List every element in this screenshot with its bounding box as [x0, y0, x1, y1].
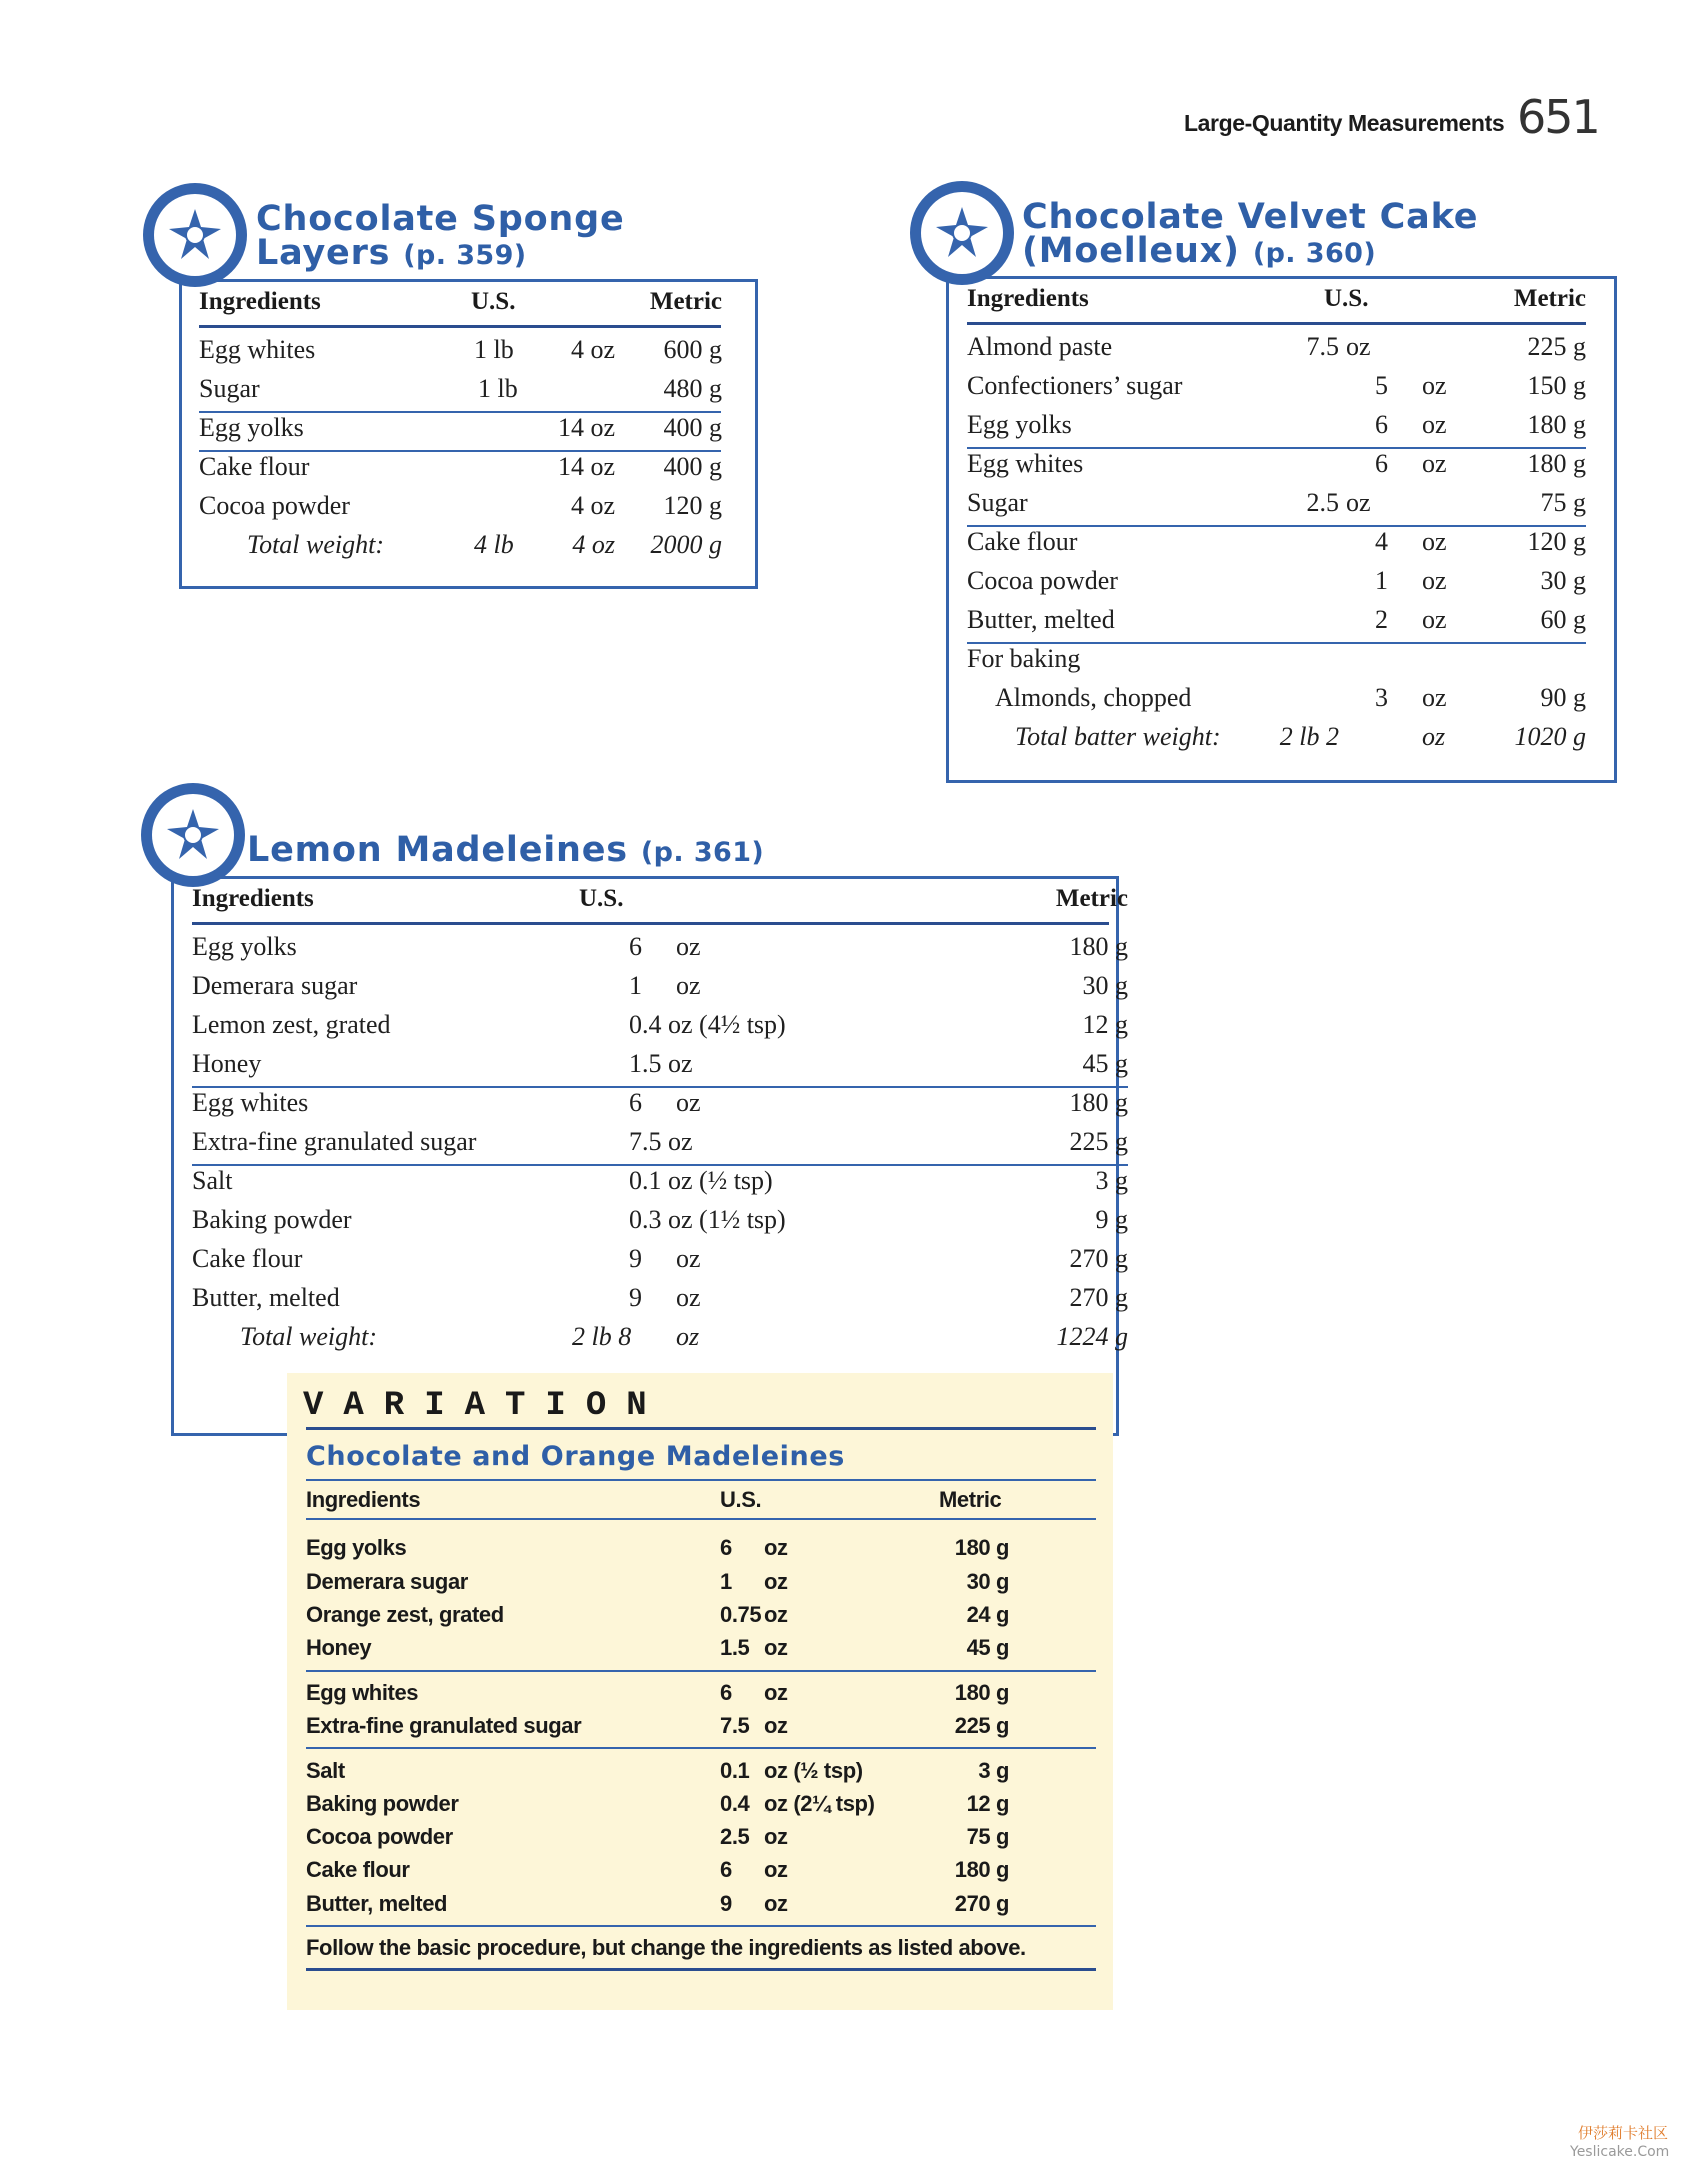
madeleines-row-name: Egg yolks: [192, 932, 297, 961]
madeleines-row-qty: 0.3 oz (1½ tsp): [629, 1205, 786, 1234]
madeleines-total-metric: 1224 g: [1056, 1322, 1128, 1351]
velvet-row-metric: 60 g: [1540, 605, 1586, 634]
variation-row-unit: oz: [764, 1824, 788, 1849]
velvet-page-ref: (p. 360): [1252, 238, 1377, 269]
sponge-row-us: 1 lb: [474, 335, 514, 364]
madeleines-title-text: Lemon Madeleines: [247, 830, 628, 870]
velvet-row-qty: 4: [1375, 527, 1388, 556]
velvet-row-metric: 75 g: [1540, 488, 1586, 517]
variation-row-metric: 180 g: [954, 1680, 1009, 1705]
madeleines-row-unit: oz: [676, 1088, 701, 1117]
velvet-header-us: U.S.: [1324, 285, 1369, 312]
madeleines-row-metric: 225 g: [1069, 1127, 1128, 1156]
velvet-row-unit: oz: [1346, 488, 1371, 517]
variation-row-unit: oz: [764, 1857, 788, 1882]
madeleines-row-name: Demerara sugar: [192, 971, 358, 1000]
variation-header-ingredients: Ingredients: [306, 1487, 421, 1512]
madeleines-row-unit: oz: [676, 1283, 701, 1312]
velvet-row-metric: 90 g: [1540, 683, 1586, 712]
madeleines-row-metric: 180 g: [1069, 1088, 1128, 1117]
velvet-row-metric: 225 g: [1527, 332, 1586, 361]
variation-row-metric: 270 g: [954, 1891, 1009, 1916]
sponge-total-us: 4 lb: [474, 530, 514, 559]
velvet-header-rule: [967, 322, 1586, 325]
velvet-row-metric: 180 g: [1527, 410, 1586, 439]
velvet-total-qty: 2 lb 2: [1279, 722, 1339, 751]
variation-row-metric: 45 g: [966, 1635, 1009, 1660]
variation-row-name: Salt: [306, 1758, 345, 1783]
sponge-table: [179, 279, 758, 589]
variation-row-metric: 24 g: [966, 1602, 1009, 1627]
velvet-title: [1022, 197, 1479, 271]
velvet-row-unit: oz: [1346, 332, 1371, 361]
variation-note: Follow the basic procedure, but change the ingredients as listed above.: [306, 1935, 1026, 1960]
madeleines-row-metric: 270 g: [1069, 1244, 1128, 1273]
sponge-title: [256, 199, 625, 273]
variation-row-unit: oz: [764, 1569, 788, 1594]
school-seal-icon: [143, 183, 247, 287]
madeleines-row-qty: 9: [629, 1283, 642, 1312]
madeleines-row-metric: 45 g: [1082, 1049, 1128, 1078]
velvet-row-unit: oz: [1422, 410, 1447, 439]
variation-row-qty: 6: [720, 1680, 732, 1705]
velvet-row-name: Almonds, chopped: [995, 683, 1192, 712]
variation-bottom-rule: [306, 1968, 1096, 1971]
variation-row-name: Butter, melted: [306, 1891, 448, 1916]
running-head-title: Large-Quantity Measurements: [1184, 110, 1505, 136]
madeleines-row-metric: 30 g: [1082, 971, 1128, 1000]
variation-group-rule: [306, 1747, 1096, 1749]
sponge-row-us: 4 oz: [570, 335, 615, 364]
madeleines-header-ingredients: Ingredients: [192, 885, 314, 912]
variation-row-unit: oz: [764, 1535, 788, 1560]
variation-group-rule: [306, 1670, 1096, 1672]
madeleines-header-metric: Metric: [1055, 885, 1128, 912]
variation-row-metric: 75 g: [966, 1824, 1009, 1849]
sponge-row-metric: 600 g: [663, 335, 722, 364]
school-seal-icon: [141, 783, 245, 887]
madeleines-row-qty: 9: [629, 1244, 642, 1273]
variation-header-metric: Metric: [939, 1487, 1002, 1512]
velvet-row-metric: 30 g: [1540, 566, 1586, 595]
madeleines-row-qty: 0.4 oz (4½ tsp): [629, 1010, 786, 1039]
variation-row-name: Orange zest, grated: [306, 1602, 504, 1627]
sponge-row-metric: 400 g: [663, 413, 722, 442]
variation-row-unit: oz: [764, 1713, 788, 1738]
sponge-header-rule: [199, 325, 721, 328]
madeleines-row-qty: 1.5 oz: [629, 1049, 693, 1078]
variation-row-name: Honey: [306, 1635, 372, 1660]
variation-row-metric: 225 g: [954, 1713, 1009, 1738]
variation-row-name: Baking powder: [306, 1791, 459, 1816]
velvet-row-qty: 3: [1375, 683, 1388, 712]
sponge-row-metric: 400 g: [663, 452, 722, 481]
sponge-page-ref: (p. 359): [403, 240, 527, 271]
variation-row-metric: 12 g: [966, 1791, 1009, 1816]
sponge-row-metric: 120 g: [663, 491, 722, 520]
velvet-row-unit: oz: [1422, 566, 1447, 595]
velvet-row-name: Butter, melted: [967, 605, 1115, 634]
velvet-row-name: Egg yolks: [967, 410, 1072, 439]
madeleines-row-unit: oz: [676, 971, 701, 1000]
sponge-row-us: 1 lb: [478, 374, 518, 403]
variation-row-unit: oz (½ tsp): [764, 1758, 863, 1783]
velvet-row-unit: oz: [1422, 683, 1447, 712]
madeleines-row-qty: 0.1 oz (½ tsp): [629, 1166, 773, 1195]
sponge-row-metric: 480 g: [663, 374, 722, 403]
velvet-title-line1: Chocolate Velvet Cake: [1022, 197, 1479, 237]
madeleines-row-name: Honey: [192, 1049, 262, 1078]
variation-row-qty: 7.5: [720, 1713, 750, 1738]
sponge-row-name: Cocoa powder: [199, 491, 350, 520]
variation-row-metric: 30 g: [966, 1569, 1009, 1594]
sponge-header-metric: Metric: [649, 288, 722, 315]
velvet-row-name: Almond paste: [967, 332, 1113, 361]
velvet-row-qty: 6: [1375, 410, 1388, 439]
madeleines-page-ref: (p. 361): [640, 837, 765, 868]
variation-row-qty: 1.5: [720, 1635, 750, 1660]
velvet-row-name: Cake flour: [967, 527, 1078, 556]
sponge-row-name: Sugar: [199, 374, 260, 403]
variation-header-rule: [306, 1518, 1096, 1520]
variation-row-qty: 0.4: [720, 1791, 750, 1816]
watermark-chinese: 伊莎莉卡社区: [1578, 2124, 1669, 2142]
velvet-row-qty: 1: [1375, 566, 1388, 595]
sponge-title-line1: Chocolate Sponge: [256, 199, 625, 239]
madeleines-title: [247, 830, 765, 870]
variation-row-unit: oz: [764, 1891, 788, 1916]
madeleines-row-name: Extra-fine granulated sugar: [192, 1127, 477, 1156]
variation-row-qty: 9: [720, 1891, 732, 1916]
sponge-header-ingredients: Ingredients: [199, 288, 321, 315]
variation-panel: [287, 1373, 1113, 2010]
madeleines-header-us: U.S.: [579, 885, 624, 912]
velvet-header-ingredients: Ingredients: [967, 285, 1089, 312]
velvet-row-unit: oz: [1422, 527, 1447, 556]
variation-row-unit: oz: [764, 1602, 788, 1627]
sponge-row-us: 14 oz: [557, 413, 615, 442]
sponge-header-us: U.S.: [471, 288, 516, 315]
madeleines-row-name: Lemon zest, grated: [192, 1010, 391, 1039]
velvet-row-name: Cocoa powder: [967, 566, 1118, 595]
madeleines-row-name: Egg whites: [192, 1088, 309, 1117]
velvet-row-name: Egg whites: [967, 449, 1084, 478]
madeleines-row-name: Cake flour: [192, 1244, 303, 1273]
velvet-row-unit: oz: [1422, 371, 1447, 400]
sponge-title-line2: Layers: [256, 233, 391, 273]
variation-title: Chocolate and Orange Madeleines: [306, 1441, 845, 1472]
velvet-row-qty: 2.5: [1306, 488, 1339, 517]
sponge-row-name: Egg yolks: [199, 413, 304, 442]
velvet-row-qty: 2: [1375, 605, 1388, 634]
velvet-header-metric: Metric: [1513, 285, 1586, 312]
velvet-row-qty: 5: [1375, 371, 1388, 400]
sponge-row-name: Cake flour: [199, 452, 310, 481]
madeleines-row-metric: 12 g: [1082, 1010, 1128, 1039]
variation-header-us: U.S.: [720, 1487, 762, 1512]
sponge-row-us: 14 oz: [557, 452, 615, 481]
variation-group-rule: [306, 1925, 1096, 1927]
variation-row-name: Egg whites: [306, 1680, 419, 1705]
velvet-total-metric: 1020 g: [1514, 722, 1586, 751]
madeleines-row-name: Salt: [192, 1166, 233, 1195]
variation-heading: VARIATION: [303, 1387, 667, 1425]
variation-row-name: Cake flour: [306, 1857, 410, 1882]
madeleines-row-unit: oz: [676, 1244, 701, 1273]
page-number: 651: [1517, 90, 1599, 144]
variation-row-name: Extra-fine granulated sugar: [306, 1713, 582, 1738]
madeleines-row-qty: 7.5 oz: [629, 1127, 693, 1156]
variation-row-name: Demerara sugar: [306, 1569, 468, 1594]
madeleines-header-rule: [192, 922, 1109, 925]
velvet-row-name: For baking: [967, 644, 1081, 673]
velvet-row-unit: oz: [1422, 605, 1447, 634]
variation-row-qty: 0.75: [720, 1602, 762, 1627]
velvet-table: [946, 276, 1617, 783]
variation-row-metric: 180 g: [954, 1535, 1009, 1560]
madeleines-total-qty: 2 lb 8: [572, 1322, 632, 1351]
variation-row-unit: oz: [764, 1635, 788, 1660]
sponge-total-metric: 2000 g: [650, 530, 722, 559]
velvet-row-name: Confectioners’ sugar: [967, 371, 1183, 400]
velvet-title-line2: (Moelleux): [1022, 231, 1240, 271]
sponge-row-name: Egg whites: [199, 335, 316, 364]
variation-row-metric: 3 g: [978, 1758, 1009, 1783]
madeleines-row-metric: 3 g: [1095, 1166, 1128, 1195]
madeleines-row-metric: 9 g: [1095, 1205, 1128, 1234]
velvet-total-unit: oz: [1422, 722, 1446, 751]
madeleines-row-metric: 180 g: [1069, 932, 1128, 961]
velvet-total-label: Total batter weight:: [1015, 722, 1221, 751]
madeleines-row-unit: oz: [676, 932, 701, 961]
sponge-total-us: 4 oz: [572, 530, 615, 559]
velvet-row-metric: 150 g: [1527, 371, 1586, 400]
madeleines-row-name: Baking powder: [192, 1205, 352, 1234]
variation-row-name: Cocoa powder: [306, 1824, 453, 1849]
variation-row-qty: 2.5: [720, 1824, 750, 1849]
madeleines-row-qty: 1: [629, 971, 642, 1000]
variation-row-name: Egg yolks: [306, 1535, 407, 1560]
variation-row-unit: oz: [764, 1680, 788, 1705]
madeleines-total-label: Total weight:: [240, 1322, 378, 1351]
madeleines-row-metric: 270 g: [1069, 1283, 1128, 1312]
watermark-site: Yeslicake.Com: [1570, 2144, 1670, 2160]
madeleines-row-qty: 6: [629, 932, 642, 961]
school-seal-icon: [910, 181, 1014, 285]
sponge-total-label: Total weight:: [247, 530, 385, 559]
velvet-row-name: Sugar: [967, 488, 1028, 517]
madeleines-row-name: Butter, melted: [192, 1283, 340, 1312]
variation-row-qty: 1: [720, 1569, 732, 1594]
velvet-row-qty: 6: [1375, 449, 1388, 478]
velvet-row-unit: oz: [1422, 449, 1447, 478]
variation-row-unit: oz (2¼ tsp): [764, 1791, 875, 1816]
variation-heading-rule: [306, 1427, 1096, 1430]
variation-row-qty: 6: [720, 1857, 732, 1882]
velvet-row-metric: 180 g: [1527, 449, 1586, 478]
variation-row-metric: 180 g: [954, 1857, 1009, 1882]
variation-row-qty: 0.1: [720, 1758, 750, 1783]
madeleines-table: [171, 876, 1128, 1436]
velvet-row-metric: 120 g: [1527, 527, 1586, 556]
variation-title-rule: [306, 1479, 1096, 1481]
velvet-row-qty: 7.5: [1306, 332, 1339, 361]
madeleines-row-qty: 6: [629, 1088, 642, 1117]
variation-row-qty: 6: [720, 1535, 732, 1560]
sponge-row-us: 4 oz: [570, 491, 615, 520]
madeleines-total-unit: oz: [676, 1322, 700, 1351]
